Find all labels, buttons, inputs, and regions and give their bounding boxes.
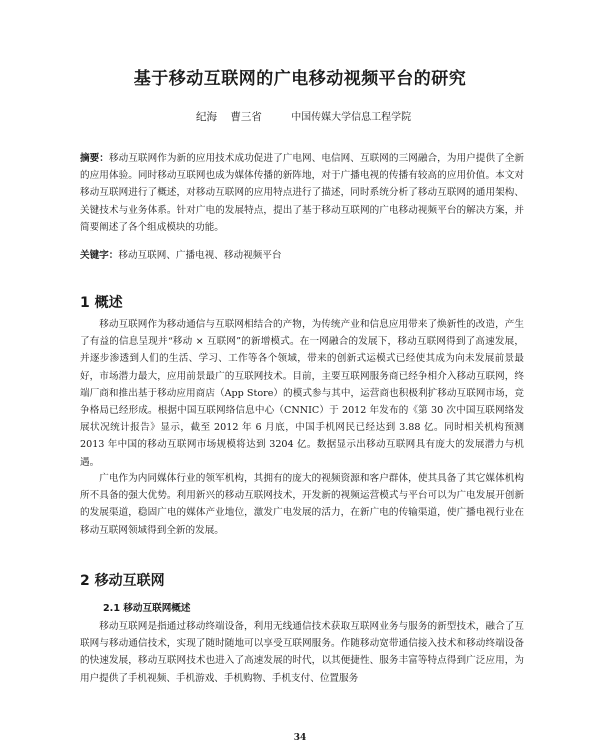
subsection-2-1-heading: 2.1 移动互联网概述 [103,603,191,614]
section-1-heading: 1 概述 [80,295,123,311]
abstract-label: 摘要： [80,153,109,164]
page-number: 34 [293,733,307,743]
keywords [80,247,524,261]
paper-title: 基于移动互联网的广电移动视频平台的研究 [133,69,467,89]
section-2-heading: 2 移动互联网 [80,573,165,589]
abstract [80,150,524,236]
keywords-text: 移动互联网、广播电视、移动视频平台 [118,250,282,261]
section-1-paragraph-2: 广电作为内同媒体行业的领军机构，其拥有的庞大的视频资源和客户群体，使其具备了其它媒体机构所不具备的强大优势。利用新兴的移动互联网技术，开发新的视频运营模式与平台可以为广电发展开创新的发展渠道，稳固广电的媒体产业地位，激发广电发展的活力，在新广电的传输渠道，使广播电视行业在移动互联网领域得到全新的发展。 [80,473,524,536]
keywords-label: 关键字： [80,250,119,261]
abstract-text: 移动互联网作为新的应用技术成功促进了广电网、电信网、互联网的三网融合，为用户提供了全新的应用体验。同时移动互联网也成为媒体传播的新阵地，对于广播电视的传播有较高的应用价值。本文对移动互联网进行了概述，对移动互联网的应用特点进行了描述，同时系统分析了移动互联网的通用架构、关键技术与业务体系。针对广电的发展特点，提出了基于移动互联网的广电移动视频平台的解决方案，并简要阐述了各个组成模块的功能。 [80,153,525,233]
section-2-paragraph-1: 移动互联网是指通过移动终端设备，利用无线通信技术获取互联网业务与服务的新型技术，融合了互联网与移动通信技术，实现了随时随地可以享受互联网服务。作随移动宽带通信接入技术和移动终端设备的快速发展，移动互联网技术也进入了高速发展的时代，以其便捷性、服务丰富等特点得到广泛应用，为用户提供了手机视频、手机游戏、手机购物、手机支付、位置服务 [80,621,524,684]
section-1-paragraph-1: 移动互联网作为移动通信与互联网相结合的产物，为传统产业和信息应用带来了焕新性的改造，产生了有益的信息呈现并“移动 × 互联网”的新增模式。在一网融合的发展下，移动互联网得到了高速发展，并逐步渗透到人们的生活、学习、工作等各个领域，带来的创新式运模式已经使其成为向未发展前景最好，市场潜力最大，应用前景最广的互联网技术。目前，主要互联网服务商已经争相介入移动互联网，终端厂商和推出基于移动应用商店（App Store）的模式参与其中，运营商也积极利扩移动互联网市场，竞争格局已经形成。根据中国互联网络信息中心（CNNIC）于 2012 年发布的《第 30 次中国互联网络发展状况统计报告》显示，截至 2012 年 6 月底，中国手机网民已经达到 3.88 亿。同时相关机构预测 2013 年中国的移动互联网市场规模将达到 3204 亿。数据显示出移动互联网具有庞大的发展潜力与机遇。 [80,319,524,468]
affiliation: 中国传媒大学信息工程学院 [291,112,412,123]
authors: 纪海 曹三省 [196,111,262,123]
author-line [196,108,411,124]
